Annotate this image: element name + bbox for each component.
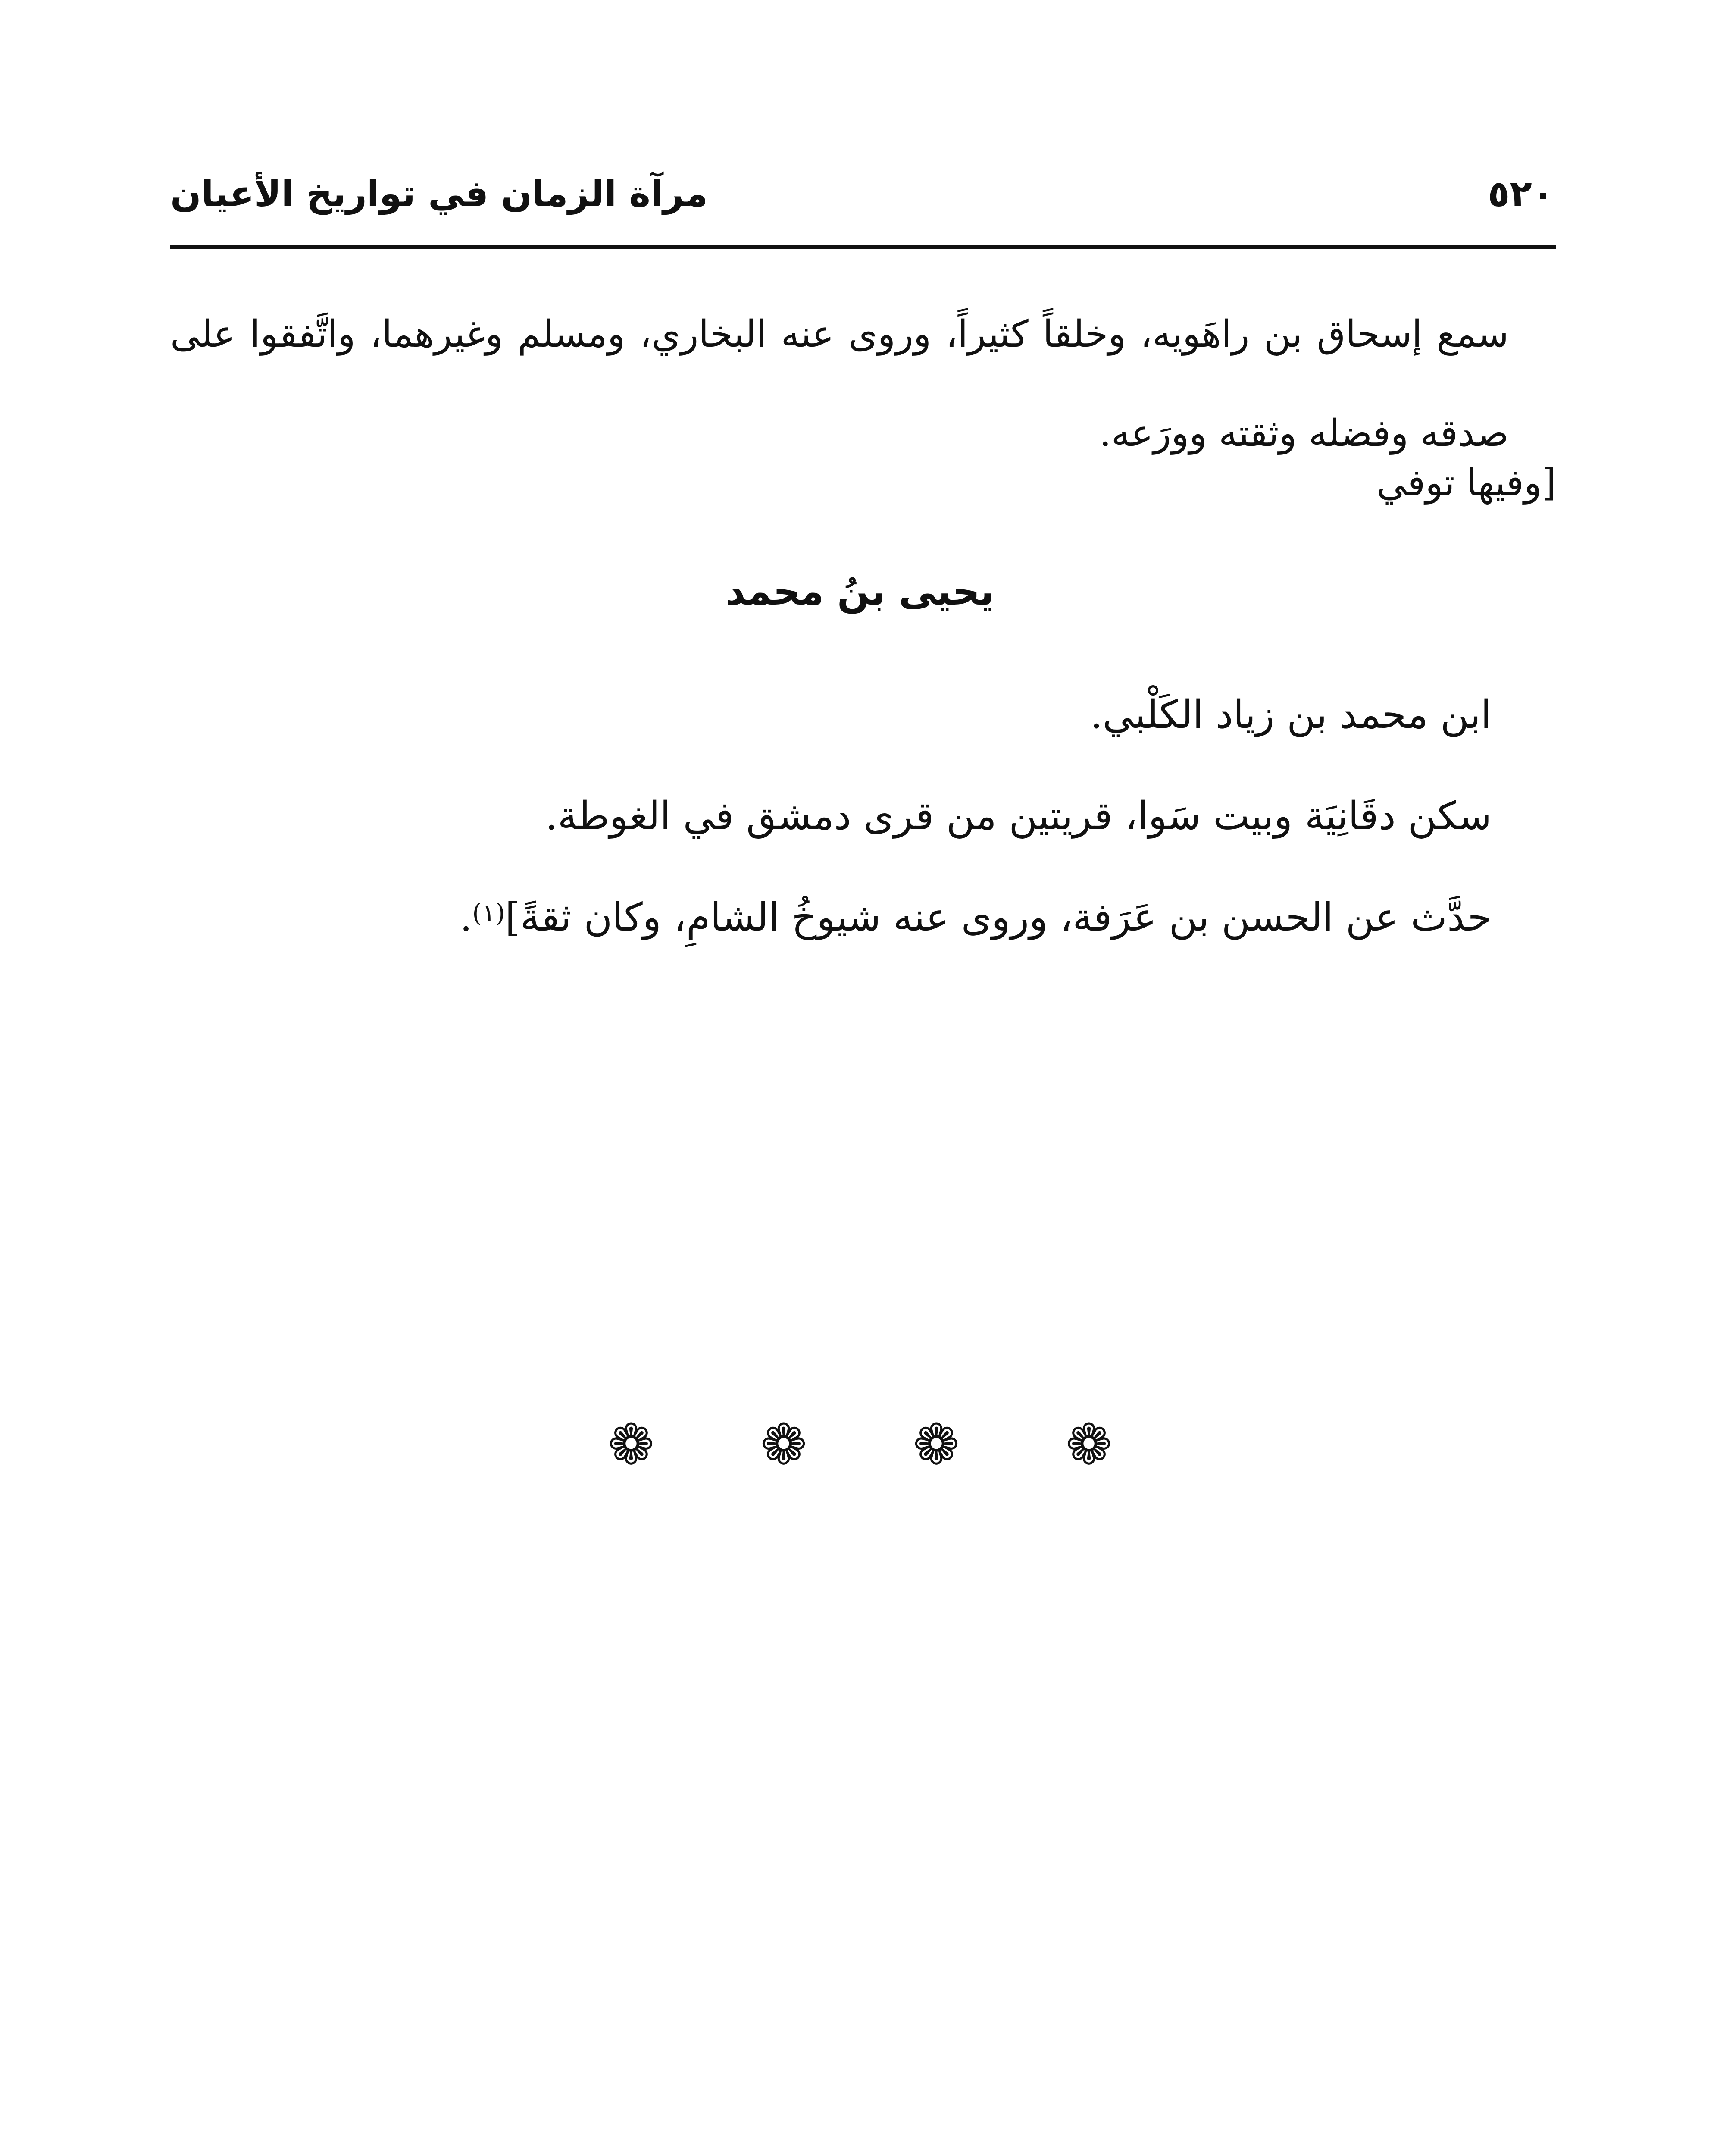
bio-line-3-text: حدَّث عن الحسن بن عَرَفة، وروى عنه شيوخُ الشامِ، وكان ثقةً] <box>505 895 1492 940</box>
body-text <box>170 285 1556 483</box>
flower-ornament-icon: ❁ <box>913 1412 960 1477</box>
paragraph-1: سمع إسحاق بن راهَويه، وخلقاً كثيراً، وروى عنه البخاري، ومسلم وغيرهما، واتَّفقوا على صدقه وفضله وثقته وورَعه. <box>170 313 1509 455</box>
lead-line: [وفيها توفي <box>1376 461 1556 505</box>
bio-line-1: ابن محمد بن زياد الكَلْبي. <box>1090 692 1492 737</box>
flower-ornament-icon: ❁ <box>1065 1412 1113 1477</box>
flower-ornament-icon: ❁ <box>760 1412 807 1477</box>
biography-heading: يحيى بنُ محمد <box>726 569 994 614</box>
bio-line-2: سكن دقَانِيَة وبيت سَوا، قريتين من قرى دمشق في الغوطة. <box>545 793 1492 839</box>
page-header <box>170 172 1554 250</box>
flower-ornament-icon: ❁ <box>607 1412 655 1477</box>
bio-line-3-end: . <box>460 895 472 940</box>
header-divider <box>170 245 1556 249</box>
bio-line-3 <box>198 867 1492 968</box>
section-ornaments <box>0 1414 1720 1475</box>
footnote-reference[interactable]: (١) <box>472 898 505 928</box>
biography-lines <box>198 664 1492 968</box>
page-number: ٥٢٠ <box>1488 172 1554 215</box>
running-title: مرآة الزمان في تواريخ الأعيان <box>170 172 708 215</box>
